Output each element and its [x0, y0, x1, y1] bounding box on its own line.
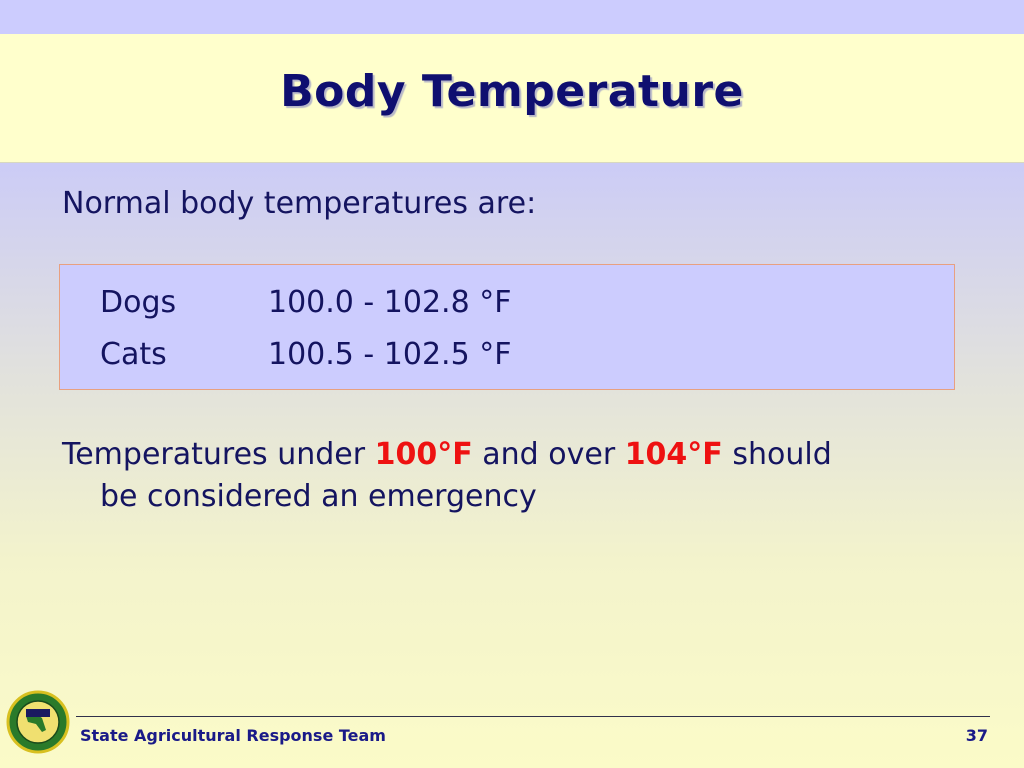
sart-logo — [6, 690, 70, 754]
temperature-row-cats — [100, 337, 511, 372]
temperature-range: 100.0 - 102.8 °F — [268, 285, 512, 320]
temperature-range: 100.5 - 102.5 °F — [268, 337, 512, 372]
note-text-1: Temperatures under — [62, 437, 375, 472]
note-text-4: be considered an emergency — [100, 479, 537, 514]
footer-divider — [76, 716, 990, 717]
temperature-row-dogs — [100, 285, 511, 320]
page-number: 37 — [965, 726, 988, 745]
emergency-note — [62, 434, 942, 518]
low-threshold: 100°F — [374, 437, 473, 472]
animal-label: Cats — [100, 337, 167, 372]
note-text-2: and over — [472, 437, 625, 472]
high-threshold: 104°F — [624, 437, 723, 472]
footer-organization: State Agricultural Response Team — [80, 726, 386, 745]
animal-label: Dogs — [100, 285, 177, 320]
intro-text: Normal body temperatures are: — [62, 186, 537, 221]
note-text-3: should — [722, 437, 832, 472]
slide-title: Body Temperature — [280, 66, 744, 117]
top-band — [0, 0, 1024, 34]
temperature-box — [59, 264, 955, 390]
